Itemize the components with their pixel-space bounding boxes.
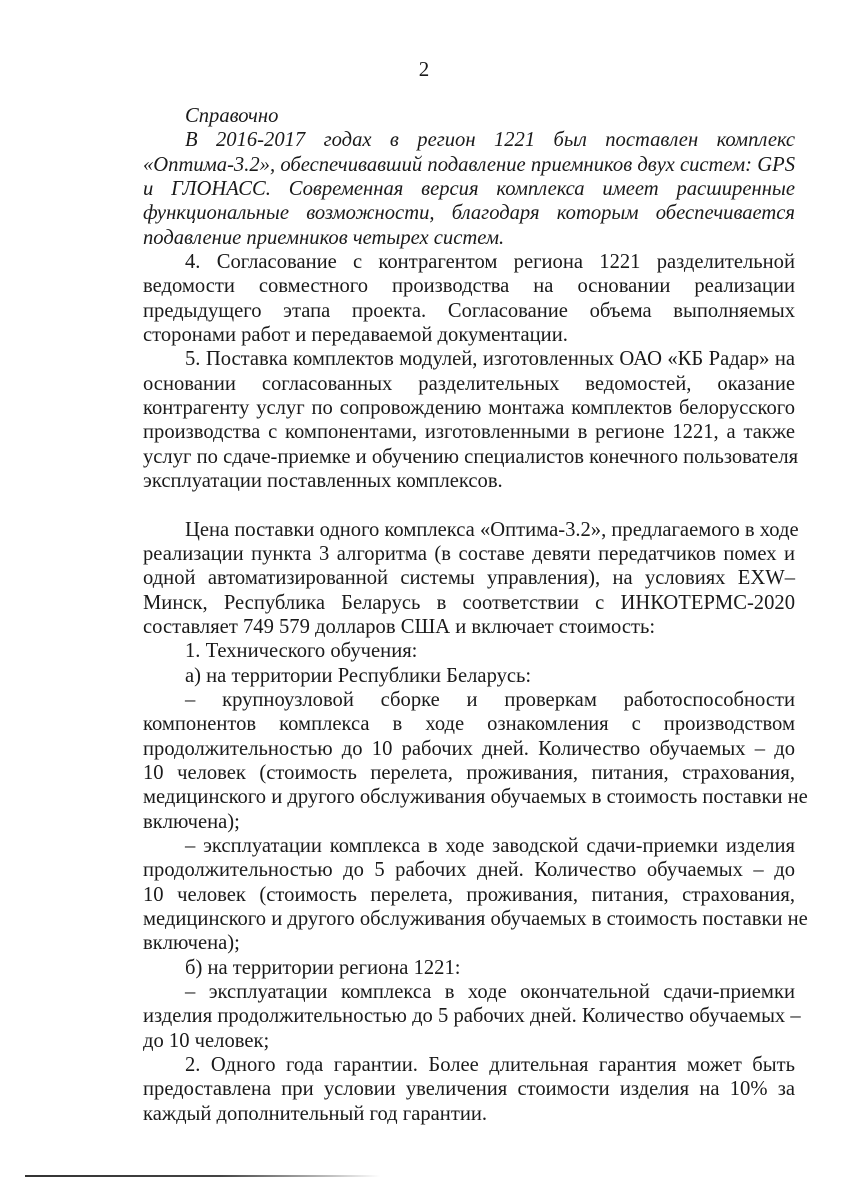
text-line: 10 человек (стоимость перелета, проживания, питания, страхования,	[143, 761, 795, 784]
text-line: – крупноузловой сборке и проверкам работоспособности	[185, 688, 795, 711]
text-line: эксплуатации поставленных комплексов.	[143, 470, 503, 493]
text-line: и ГЛОНАСС. Современная версия комплекса имеет расширенные	[143, 178, 795, 201]
text-line: ведомости совместного производства на основании реализации	[143, 275, 795, 298]
text-line: изделия продолжительностью до 5 рабочих дней. Количество обучаемых –	[143, 1005, 801, 1028]
section-training	[143, 639, 808, 1053]
text-line: медицинского и другого обслуживания обучаемых в стоимость поставки не	[143, 908, 808, 930]
training-heading: 1. Технического обучения:	[185, 640, 418, 663]
paragraph-gap	[143, 494, 795, 518]
text-line: – эксплуатации комплекса в ходе окончательной сдачи-приемки	[185, 981, 795, 1004]
text-line: включена);	[143, 810, 240, 833]
text-line: продолжительностью до 5 рабочих дней. Количество обучаемых – до	[143, 859, 795, 882]
text-line: предоставлена при условии увеличения стоимости изделия на 10% за	[143, 1078, 795, 1101]
reference-note-heading: Справочно	[185, 105, 279, 127]
text-line: предыдущего этапа проекта. Согласование объема выполняемых	[143, 299, 795, 322]
text-line: функциональные возможности, благодаря которым обеспечивается	[143, 202, 795, 225]
text-line: контрагенту услуг по сопровождению монтажа комплектов белорусского	[143, 397, 795, 420]
text-line: основании согласованных разделительных ведомостей, оказание	[143, 372, 795, 395]
footnote-separator-line	[25, 1175, 380, 1177]
text-line: включена);	[143, 932, 240, 955]
text-line: Минск, Республика Беларусь в соответствии с ИНКОТЕРМС-2020	[143, 591, 795, 614]
paragraph-warranty	[143, 1053, 795, 1126]
text-line: 2. Одного года гарантии. Более длительная гарантия может быть	[185, 1054, 795, 1077]
training-belarus-heading: а) на территории Республики Беларусь:	[185, 664, 532, 687]
text-line: каждый дополнительный год гарантии.	[143, 1102, 488, 1125]
text-line: 10 человек (стоимость перелета, проживания, питания, страхования,	[143, 883, 795, 906]
text-line: составляет 749 579 долларов США и включает стоимость:	[143, 615, 656, 638]
text-line: реализации пункта 3 алгоритма (в составе девяти передатчиков помех и	[143, 542, 795, 565]
text-line: производства с компонентами, изготовленными в регионе 1221, а также	[143, 421, 795, 444]
text-line: одной автоматизированной системы управления), на условиях EXW–	[143, 567, 795, 590]
text-line: продолжительностью до 10 рабочих дней. Количество обучаемых – до	[143, 737, 795, 760]
page-number: 2	[418, 57, 430, 81]
text-line: – эксплуатации комплекса в ходе заводской сдачи-приемки изделия	[185, 834, 795, 857]
text-line: «Оптима-3.2», обеспечивавший подавление приемников двух систем: GPS	[143, 153, 795, 176]
text-line: компонентов комплекса в ходе ознакомления с производством	[143, 713, 795, 736]
text-line: 4. Согласование с контрагентом региона 1221 разделительной	[185, 251, 795, 274]
training-region-heading: б) на территории региона 1221:	[185, 956, 461, 979]
text-line: подавление приемников четырех систем.	[143, 226, 505, 249]
reference-note	[143, 104, 795, 250]
text-line: Цена поставки одного комплекса «Оптима-3.2», предлагаемого в ходе	[185, 518, 799, 541]
text-line: сторонами работ и передаваемой документации.	[143, 324, 568, 347]
text-line: медицинского и другого обслуживания обучаемых в стоимость поставки не	[143, 786, 808, 809]
text-line: 5. Поставка комплектов модулей, изготовленных ОАО «КБ Радар» на	[185, 348, 795, 371]
text-line: услуг по сдаче-приемке и обучению специалистов конечного пользователя	[143, 445, 799, 468]
paragraph-item-5	[143, 347, 799, 493]
paragraph-price	[143, 518, 799, 640]
document-body	[143, 104, 808, 1126]
paragraph-item-4	[143, 250, 795, 347]
text-line: до 10 человек;	[143, 1029, 270, 1052]
text-line: В 2016-2017 годах в регион 1221 был поставлен комплекс	[185, 129, 795, 152]
